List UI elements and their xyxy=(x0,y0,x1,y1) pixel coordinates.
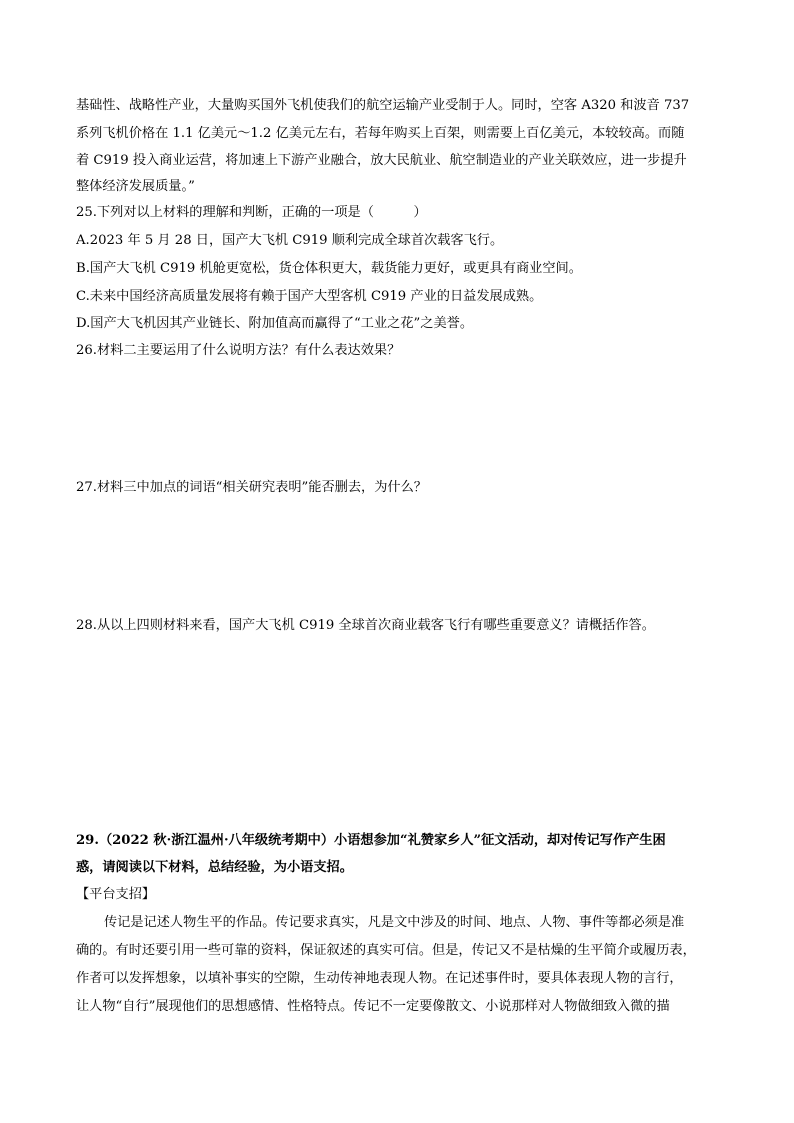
material-line-1: 基础性、战略性产业，大量购买国外飞机使我们的航空运输产业受制于人。同时，空客 A320 和波音 737 xyxy=(76,98,690,113)
material-line-3: 着 C919 投入商业运营，将加速上下游产业融合，放大民航业、航空制造业的产业关联效应，进一步提升 xyxy=(76,153,687,168)
question-28-stem: 28.从以上四则材料来看，国产大飞机 C919 全球首次商业载客飞行有哪些重要意义？请概括作答。 xyxy=(76,618,655,633)
material-line-2: 系列飞机价格在 1.1 亿美元～1.2 亿美元左右，若每年购买上百架，则需要上百亿美元，本较较高。而随 xyxy=(76,126,685,141)
paragraph-line-2: 确的。有时还要引用一些可靠的资料，保证叙述的真实可信。但是，传记又不是枯燥的生平简介或履历表， xyxy=(76,943,696,958)
paragraph-line-4: 让人物“自行”展现他们的思想感情、性格特点。传记不一定要像散文、小说那样对人物做细致入微的描 xyxy=(76,999,670,1014)
question-25-option-b: B.国产大飞机 C919 机舱更宽松，货仓体积更大，载货能力更好，或更具有商业空间。 xyxy=(76,261,582,276)
section-label: 【平台支招】 xyxy=(76,887,156,902)
question-29-stem-line-1: 29.（2022 秋·浙江温州·八年级统考期中）小语想参加“礼赞家乡人”征文活动，却对传记写作产生困 xyxy=(76,833,666,848)
question-25-option-a: A.2023 年 5 月 28 日，国产大飞机 C919 顺利完成全球首次载客飞行。 xyxy=(76,233,504,248)
material-line-4: 整体经济发展质量。” xyxy=(76,179,195,194)
paragraph-line-1: 传记是记述人物生平的作品。传记要求真实，凡是文中涉及的时间、地点、人物、事件等都必须是准 xyxy=(104,915,685,930)
question-25-stem: 25.下列对以上材料的理解和判断，正确的一项是（ ） xyxy=(76,205,427,220)
question-25-option-d: D.国产大飞机因其产业链长、附加值高而赢得了“工业之花”之美誉。 xyxy=(76,316,474,331)
question-29-stem-line-2: 惑，请阅读以下材料，总结经验，为小语支招。 xyxy=(76,860,353,875)
question-26-stem: 26.材料二主要运用了什么说明方法？有什么表达效果？ xyxy=(76,343,401,358)
paragraph-line-3: 作者可以发挥想象，以填补事实的空隙，生动传神地表现人物。在记述事件时，要具体表现人物的言行， xyxy=(76,971,683,986)
question-25-option-c: C.未来中国经济高质量发展将有赖于国产大型客机 C919 产业的日益发展成熟。 xyxy=(76,289,543,304)
question-27-stem: 27.材料三中加点的词语“相关研究表明”能否删去，为什么？ xyxy=(76,480,427,495)
